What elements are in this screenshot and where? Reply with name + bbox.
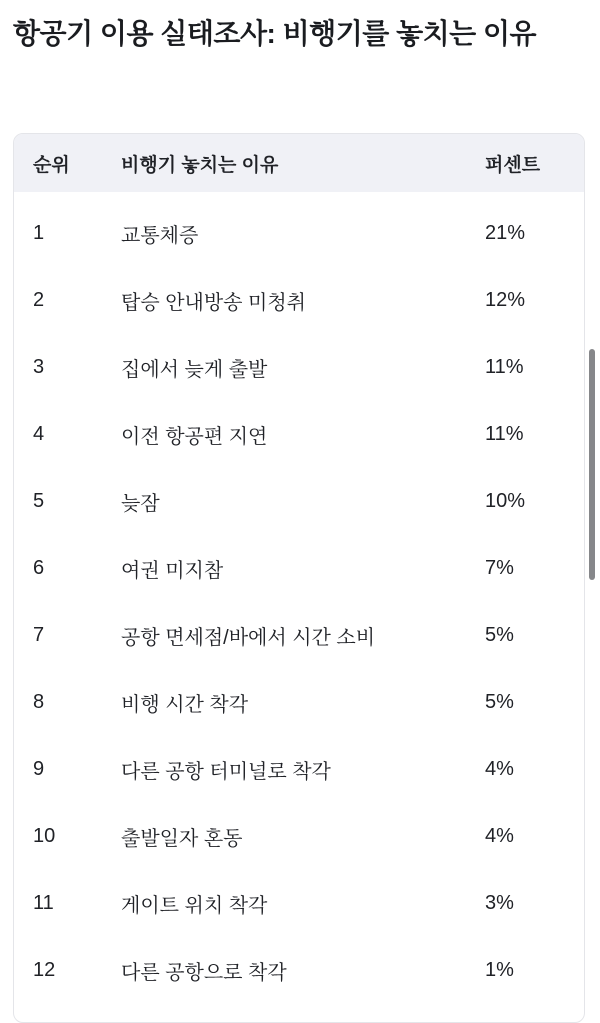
survey-table-card <box>13 133 585 1023</box>
table-row <box>14 602 584 669</box>
percent-cell: 4% <box>485 758 514 780</box>
table-row <box>14 200 584 267</box>
table-row <box>14 870 584 937</box>
percent-cell: 11% <box>485 356 524 378</box>
column-header-reason: 비행기 놓치는 이유 <box>121 154 279 176</box>
column-header-rank: 순위 <box>33 154 70 176</box>
table-row <box>14 334 584 401</box>
reason-cell: 다른 공항으로 착각 <box>121 962 287 984</box>
reason-cell: 출발일자 혼동 <box>121 828 243 850</box>
percent-cell: 12% <box>485 289 526 311</box>
rank-cell: 7 <box>33 624 45 646</box>
reason-cell: 이전 항공편 지연 <box>121 426 268 448</box>
reason-cell: 늦잠 <box>121 493 160 515</box>
percent-cell: 5% <box>485 624 514 646</box>
percent-cell: 1% <box>485 959 514 981</box>
rank-cell: 2 <box>33 289 45 311</box>
reason-cell: 게이트 위치 착각 <box>121 895 268 917</box>
reason-cell: 집에서 늦게 출발 <box>121 359 268 381</box>
rank-cell: 10 <box>33 825 56 847</box>
percent-cell: 21% <box>485 222 526 244</box>
reason-cell: 공항 면세점/바에서 시간 소비 <box>121 627 376 649</box>
table-row <box>14 669 584 736</box>
page-title: 항공기 이용 실태조사: 비행기를 놓치는 이유 <box>13 18 537 49</box>
scrollbar-thumb[interactable] <box>589 349 595 580</box>
reason-cell: 여권 미지참 <box>121 560 224 582</box>
column-header-percent: 퍼센트 <box>485 154 541 176</box>
rank-cell: 12 <box>33 959 56 981</box>
percent-cell: 5% <box>485 691 514 713</box>
rank-cell: 6 <box>33 557 45 579</box>
table-row <box>14 937 584 1004</box>
rank-cell: 1 <box>33 222 45 244</box>
rank-cell: 8 <box>33 691 45 713</box>
percent-cell: 4% <box>485 825 514 847</box>
percent-cell: 10% <box>485 490 526 512</box>
reason-cell: 탑승 안내방송 미청취 <box>121 292 306 314</box>
table-row <box>14 468 584 535</box>
page <box>0 12 600 1017</box>
table-row <box>14 803 584 870</box>
reason-cell: 비행 시간 착각 <box>121 694 249 716</box>
table-row <box>14 736 584 803</box>
rank-cell: 3 <box>33 356 45 378</box>
percent-cell: 3% <box>485 892 514 914</box>
table-row <box>14 267 584 334</box>
table-row <box>14 535 584 602</box>
rank-cell: 4 <box>33 423 45 445</box>
percent-cell: 7% <box>485 557 514 579</box>
rank-cell: 5 <box>33 490 45 512</box>
rank-cell: 11 <box>33 892 54 914</box>
percent-cell: 11% <box>485 423 524 445</box>
table-header-row <box>14 134 584 192</box>
reason-cell: 교통체증 <box>121 225 199 247</box>
table-row <box>14 401 584 468</box>
rank-cell: 9 <box>33 758 45 780</box>
reason-cell: 다른 공항 터미널로 착각 <box>121 761 331 783</box>
table-body <box>14 192 584 1004</box>
